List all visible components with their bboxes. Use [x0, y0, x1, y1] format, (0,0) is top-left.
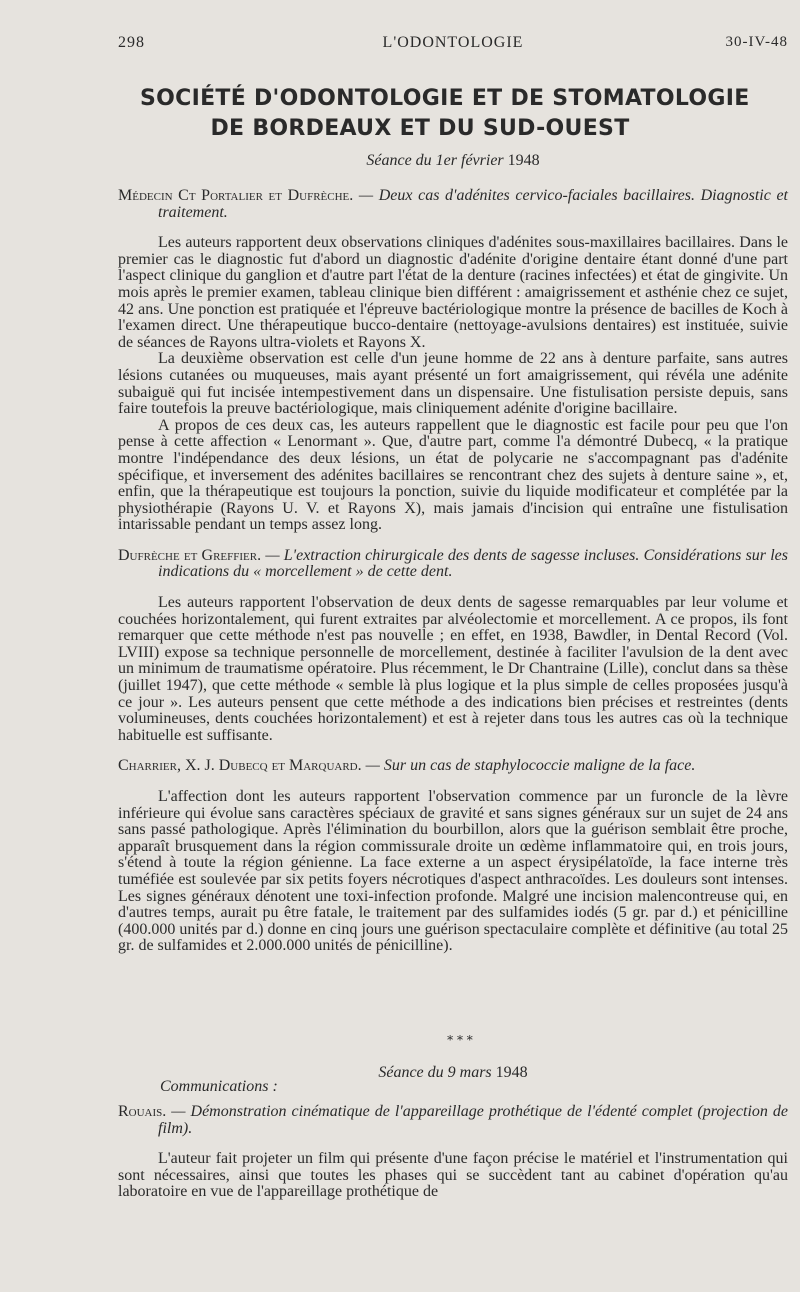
running-head: [118, 34, 788, 54]
seance-2-label: Séance du 9 mars: [378, 1064, 492, 1081]
entry-1-authors: Médecin Ct Portalier et Dufrèche.: [118, 187, 354, 204]
entry-4-heading: [118, 1104, 788, 1137]
seance-1-year: 1948: [507, 152, 540, 169]
section-mars: [118, 1104, 788, 1201]
entry-1-heading: [118, 188, 788, 221]
entry-1-paragraph: Les auteurs rapportent deux observations cliniques d'adénites sous-maxillaires bacillaires. Dans le premier cas le diagnostic fut d'abord un diagnostic d'adénite d'origine dentaire étant donné d'une part l'aspect clinique du ganglion et d'autre part l'état de la denture (racines infectées) et état de gingivite. Un mois après le premier examen, tableau clinique bien différent : amaigrissement et asthénie chez ce sujet, 42 ans. Une ponction est pratiquée et l'épreuve bactériologique montre la présence de bacilles de Koch à l'examen direct. Une thérapeutique bucco-dentaire (nettoyage-avulsions dentaires) est instituée, suivie de séances de Rayons ultra-violets et Rayons X.: [118, 234, 788, 351]
seance-2-year: 1948: [495, 1064, 528, 1081]
entry-2-title: — L'extraction chirurgicale des dents de sagesse incluses. Considérations sur les indications du « morcellement » de cette dent.: [158, 546, 789, 581]
seance-heading-1: [118, 152, 788, 170]
entry-1-title: — Deux cas d'adénites cervico-faciales bacillaires. Diagnostic et traitement.: [158, 187, 789, 221]
entry-2-heading: [118, 548, 788, 581]
section-fevrier: [118, 188, 788, 955]
entry-3-heading: [118, 758, 788, 775]
page-number: 298: [118, 34, 145, 51]
entry-2-paragraph: Les auteurs rapportent l'observation de deux dents de sagesse remarquables par leur volume et couchées horizontalement, qui furent extraites par alvéolectomie et morcellement. A ce propos, ils font remarquer que cette méthode n'est pas nouvelle ; en effet, en 1938, Bawdler, in Dental Record (Vol. LVIII) expose sa technique personnelle de morcellement, destinée à faciliter l'avulsion de la dent avec un minimum de traumatisme opératoire. Plus récemment, le Dr Chantraine (Lille), conclut dans sa thèse (juillet 1947), que cette méthode « semble là plus logique et la plus simple de celles proposées jusqu'à ce jour ». Les auteurs pensent que cette méthode a des indications bien précises et restreintes (dents volumineuses, dents couchées horizontalement) et est à rejeter dans tous les autres cas où la technique habituelle est suffisante.: [118, 594, 788, 744]
communications-label: Communications :: [160, 1078, 278, 1095]
entry-1-paragraph: A propos de ces deux cas, les auteurs rappellent que le diagnostic est facile pour peu que l'on pense à cette affection « Lenormant ». Que, d'autre part, comme l'a démontré Dubecq, « la pratique montre l'indépendance des deux lésions, un état de polycarie ne s'accompagnant pas d'adénite spécifique, et inversement des adénites bacillaires se rencontrant chez des sujets à denture saine », et, enfin, que la thérapeutique est toujours la ponction, suivie du liquide modificateur et complétée par la physiothérapie (Rayons U. V. et Rayons X), mais jamais d'incision qui entraîne une fistulisation intarissable pendant un temps assez long.: [118, 416, 788, 534]
entry-3-paragraph: L'affection dont les auteurs rapportent l'observation commence par un furoncle de la lèvre inférieure qui évolue sans caractères spéciaux de gravité et sans signes généraux sur un sujet de 24 ans sans passé pathologique. Après l'élimination du bourbillon, alors que la guérison semblait être proche, apparaît brusquement dans la région commissurale droite un œdème inflammatoire qui, en trois jours, s'étend à toute la région génienne. La face externe a un aspect érysipélatoïde, la face interne très tuméfiée est soulevée par six petits foyers nécrotiques d'aspect anthracoïdes. Les douleurs sont intenses. Les signes généraux dénotent une toxi-infection profonde. Malgré une incision malencontreuse qui, en d'autres temps, aurait pu être fatale, le traitement par des sulfamides iodés (5 gr. par d.) et pénicilline (400.000 unités par d.) donne en cinq jours une guérison spectaculaire complète et définitive (au total 25 gr. de sulfamides et 2.000.000 unités de pénicilline).: [118, 788, 788, 955]
entry-3-title: — Sur un cas de staphylococcie maligne de la face.: [365, 757, 696, 775]
society-title-line1: SOCIÉTÉ D'ODONTOLOGIE ET DE STOMATOLOGIE: [140, 86, 750, 111]
entry-4-paragraph: L'auteur fait projeter un film qui présente d'une façon précise le matériel et l'instrumentation qui sont nécessaires, ainsi que toutes les phases qui se succèdent tant au cabinet d'opération qu'au laboratoire en vue de l'appareillage prothétique de: [118, 1150, 788, 1201]
journal-name: L'ODONTOLOGIE: [382, 34, 524, 51]
entry-4-authors: Rouais.: [118, 1103, 167, 1120]
entry-4-title: — Démonstration cinématique de l'appareillage prothétique de l'édenté complet (projection de film).: [158, 1103, 788, 1137]
seance-1-label: Séance du 1er février: [366, 152, 504, 169]
society-title-line2: DE BORDEAUX ET DU SUD-OUEST: [210, 116, 630, 141]
entry-3-authors: Charrier, X. J. Dubecq et Marquard.: [118, 757, 362, 775]
entry-1-paragraph: La deuxième observation est celle d'un jeune homme de 22 ans à denture parfaite, sans autres lésions cutanées ou muqueuses, mais ayant présenté un fort amaigrissement, qui révéla une adénite subaiguë qui fut incisée intempestivement dans un dispensaire. Une fistulisation persiste depuis, sans faire toutefois la preuve bactériologique, mais cliniquement adénite d'origine bacillaire.: [118, 350, 788, 418]
issue-date: 30-IV-48: [725, 34, 788, 50]
section-separator: * * *: [447, 1033, 473, 1047]
society-title: [140, 84, 750, 144]
entry-2-authors: Dufrèche et Greffier.: [118, 546, 262, 564]
